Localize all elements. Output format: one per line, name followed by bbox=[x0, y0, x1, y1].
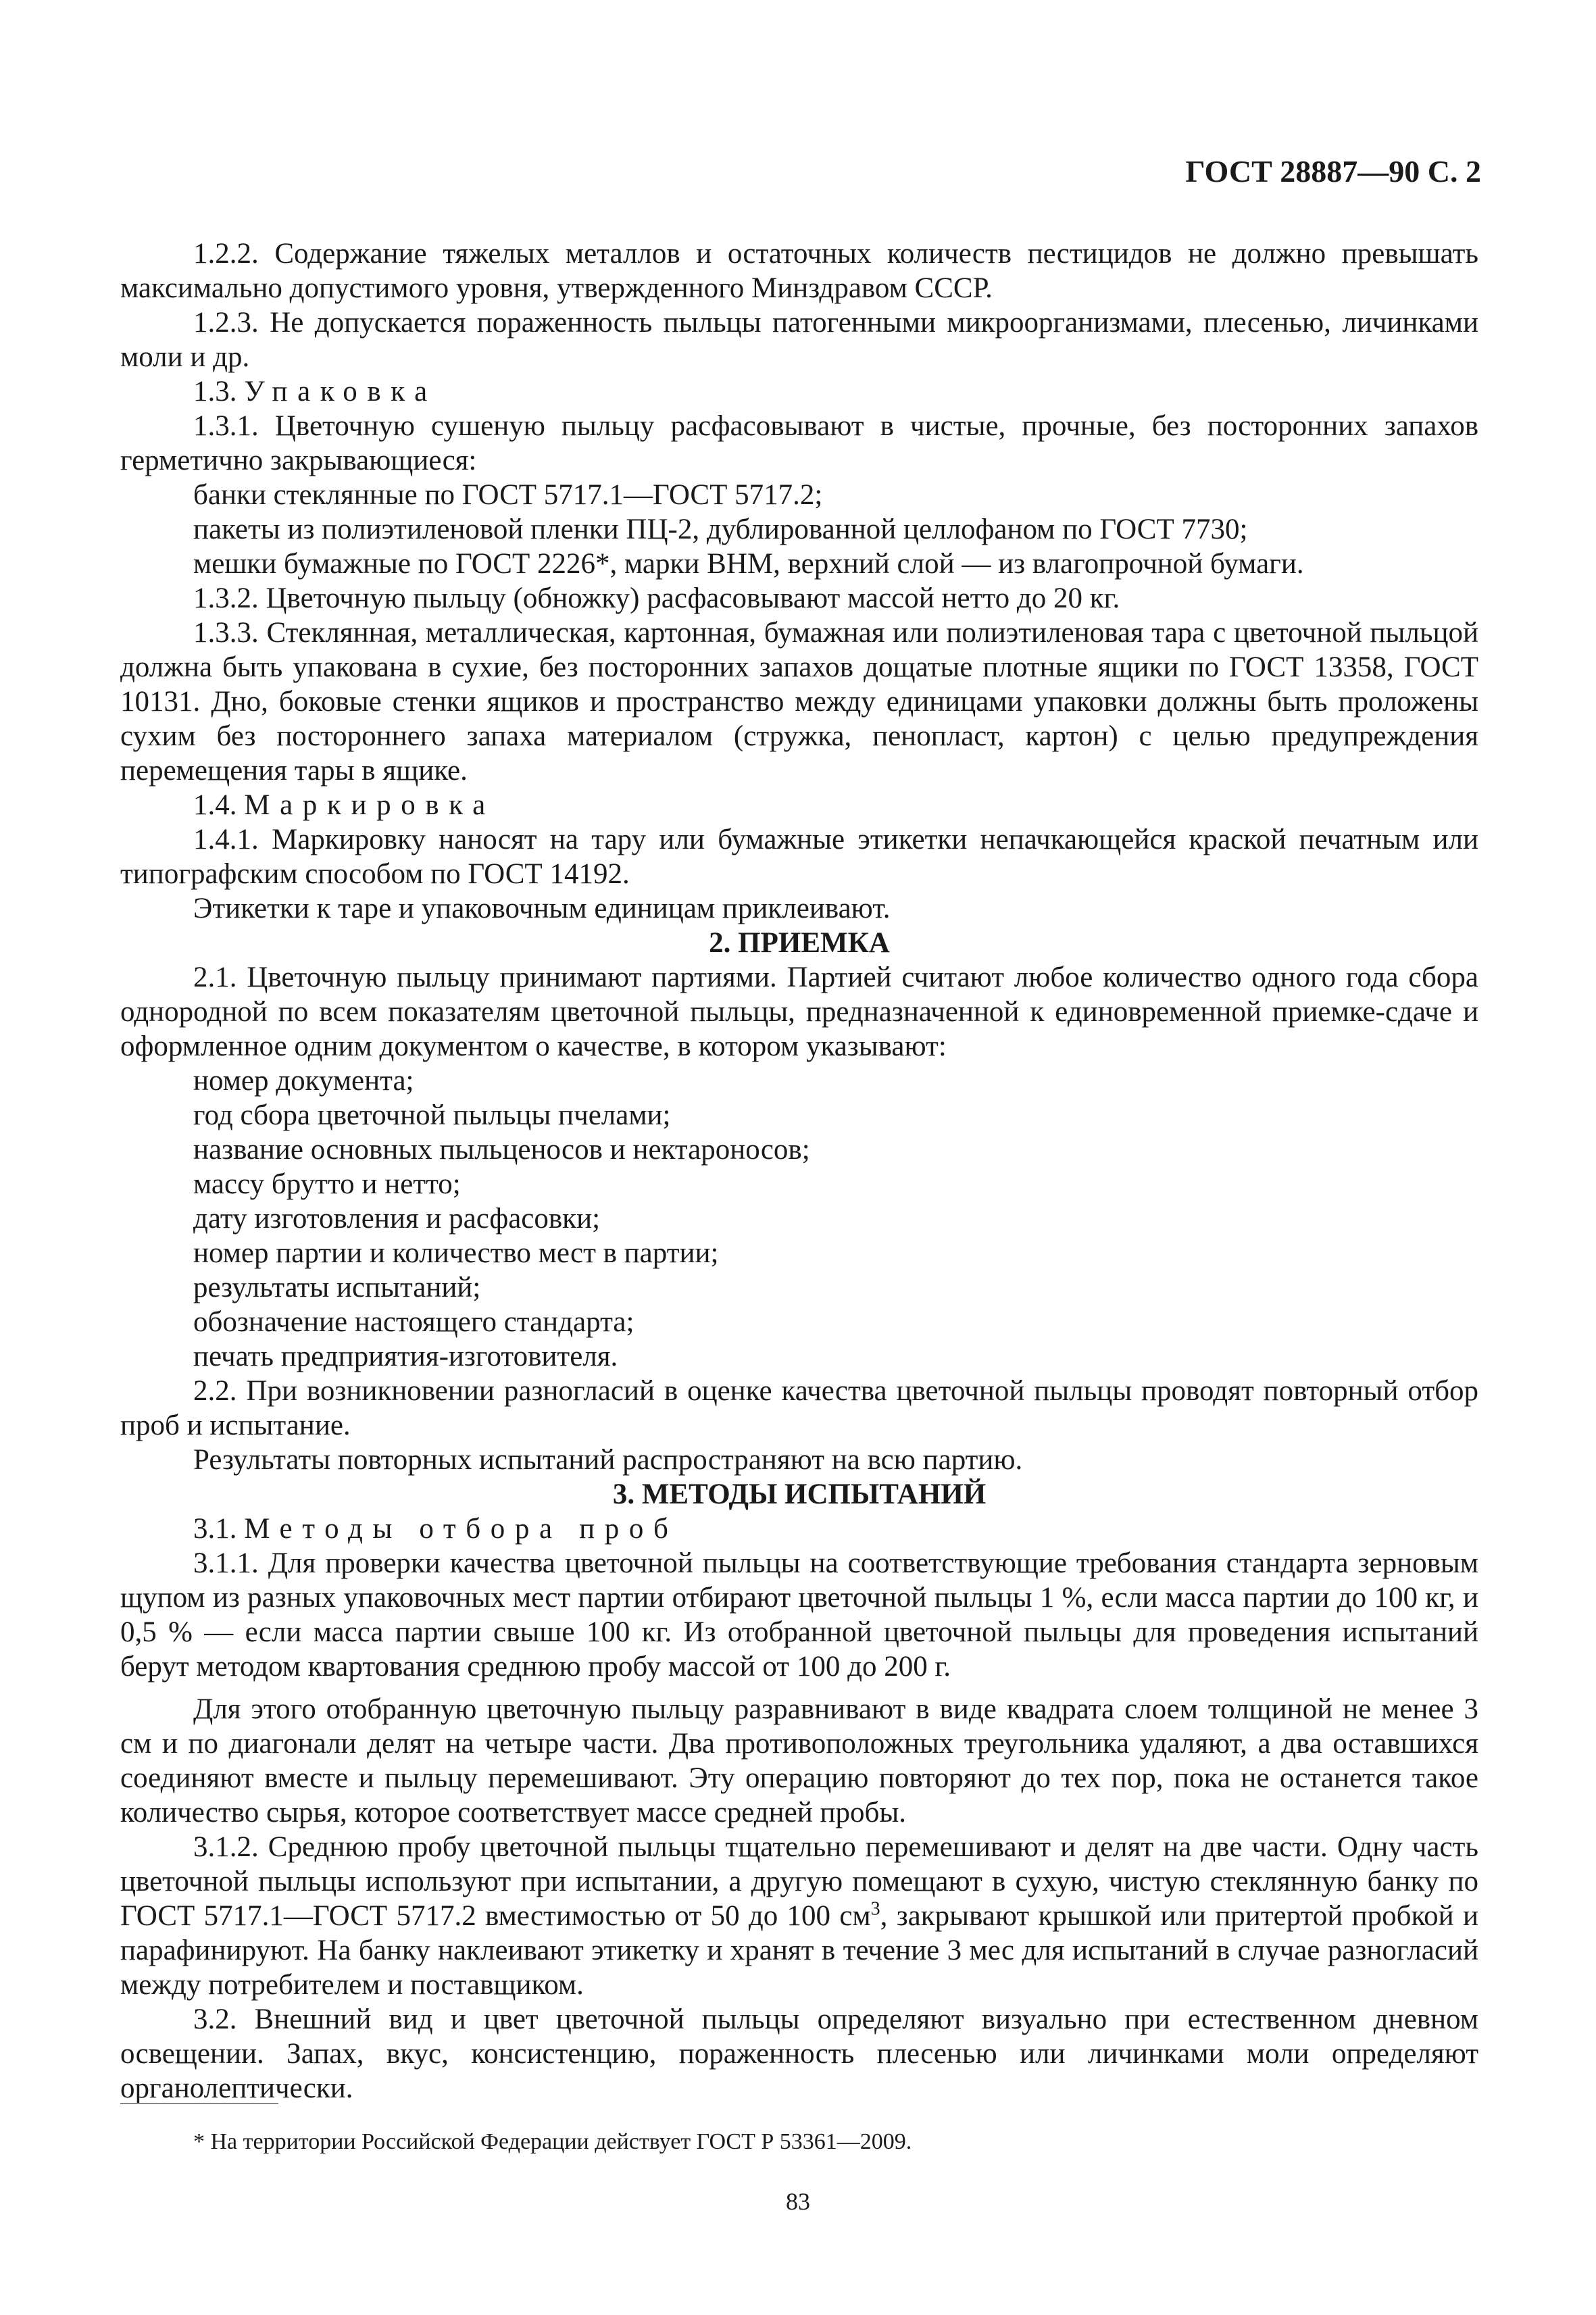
paragraph-quartering: Для этого отобранную цветочную пыльцу разравнивают в виде квадрата слоем толщиной не менее 3 см и по диагонали делят на четыре части. Два противоположных треугольника удаляют, а два оставшихся соединяют вместе и пыльцу перемешивают. Эту операцию повторяют до тех пор, пока не останется такое количество сырья, которое соответствует массе средней пробы. bbox=[120, 1693, 1478, 1828]
paragraph-2-1: 2.1. Цветочную пыльцу принимают партиями. Партией считают любое количество одного года сбора однородной по всем показателям цветочной пыльцы, предназначенной к единовременной приемке-сдаче и оформленное одним документом о качестве, в котором указывают: bbox=[120, 962, 1478, 1062]
paragraph-3-1-2-part-1: 3.1.2. Среднюю пробу цветочной пыльцы тщательно перемешивают и делят на две части. Одну часть цветочной пыльцы используют при испытании, а другую помещают в сухую, чистую стеклянную банку по ГОСТ 5717.1—ГОСТ 5717.2 вместимостью от 50 до 100 см bbox=[120, 1831, 1478, 1932]
paragraph-1-3-2: 1.3.2. Цветочную пыльцу (обножку) расфасовывают массой нетто до 20 кг. bbox=[193, 582, 1120, 614]
paragraph-3-2: 3.2. Внешний вид и цвет цветочной пыльцы определяют визуально при естественном дневном освещении. Запах, вкус, консистенцию, пораженность плесенью или личинками моли определяют органолептически. bbox=[120, 2003, 1478, 2104]
subsection-heading-marking bbox=[120, 788, 1478, 822]
paragraph-3-1-2-part-2: , закрывают крышкой или притертой пробкой и парафинируют. На банку наклеивают этикетку и хранят в течение 3 мес для испытаний в случае разногласий между потребителем и поставщиком. bbox=[120, 1900, 1478, 2001]
list-item: результаты испытаний; bbox=[193, 1272, 481, 1303]
subsection-number: 1.4. bbox=[193, 789, 237, 821]
paragraph-1-2-2: 1.2.2. Содержание тяжелых металлов и остаточных количеств пестицидов не должно превышать максимально допустимого уровня, утвержденного Минздравом СССР. bbox=[120, 238, 1478, 304]
section-heading-test-methods: 3. МЕТОДЫ ИСПЫТАНИЙ bbox=[612, 1478, 987, 1510]
subsection-number: 1.3. bbox=[193, 376, 237, 407]
page-header: ГОСТ 28887—90 С. 2 bbox=[1185, 154, 1481, 189]
subsection-title: Маркировка bbox=[244, 789, 495, 821]
list-item: год сбора цветочной пыльцы пчелами; bbox=[193, 1099, 671, 1131]
paragraph-retest-results: Результаты повторных испытаний распространяют на всю партию. bbox=[193, 1444, 1023, 1476]
list-item: обозначение настоящего стандарта; bbox=[193, 1306, 634, 1338]
list-item: номер документа; bbox=[193, 1065, 414, 1097]
footnote-divider bbox=[120, 2103, 278, 2104]
subsection-heading-sampling bbox=[120, 1512, 1478, 1546]
paragraph-3-1-2 bbox=[120, 1830, 1478, 2002]
list-item: название основных пыльценосов и нектароносов; bbox=[193, 1134, 810, 1166]
subsection-title: Упаковка bbox=[244, 376, 437, 407]
paragraph-2-2: 2.2. При возникновении разногласий в оценке качества цветочной пыльцы проводят повторный отбор проб и испытание. bbox=[120, 1375, 1478, 1441]
document-body bbox=[120, 237, 1478, 2106]
subsection-number: 3.1. bbox=[193, 1513, 237, 1545]
superscript-3: 3 bbox=[870, 1898, 880, 1920]
list-item: номер партии и количество мест в партии; bbox=[193, 1237, 719, 1269]
paragraph-labels: Этикетки к таре и упаковочным единицам приклеивают. bbox=[193, 893, 891, 924]
paragraph-1-3-3: 1.3.3. Стеклянная, металлическая, картонная, бумажная или полиэтиленовая тара с цветочной пыльцой должна быть упакована в сухие, без посторонних запахов дощатые плотные ящики по ГОСТ 13358, ГОСТ 10131. Дно, боковые стенки ящиков и пространство между единицами упаковки должны быть проложены сухим без постороннего запаха материалом (стружка, пенопласт, картон) с целью предупреждения перемещения тары в ящике. bbox=[120, 617, 1478, 787]
page-number: 83 bbox=[786, 2188, 810, 2215]
list-item: пакеты из полиэтиленовой пленки ПЦ-2, дублированной целлофаном по ГОСТ 7730; bbox=[193, 514, 1248, 545]
list-item: банки стеклянные по ГОСТ 5717.1—ГОСТ 5717.2; bbox=[193, 479, 823, 511]
section-heading-acceptance: 2. ПРИЕМКА bbox=[709, 927, 890, 959]
subsection-title: Методы отбора проб bbox=[244, 1513, 678, 1545]
paragraph-1-2-3: 1.2.3. Не допускается пораженность пыльцы патогенными микроорганизмами, плесенью, личинками моли и др. bbox=[120, 307, 1478, 373]
footnote: * На территории Российской Федерации действует ГОСТ Р 53361—2009. bbox=[193, 2129, 912, 2154]
paragraph-3-1-1: 3.1.1. Для проверки качества цветочной пыльцы на соответствующие требования стандарта зерновым щупом из разных упаковочных мест партии отбирают цветочной пыльцы 1 %, если масса партии до 100 кг, и 0,5 % — если масса партии свыше 100 кг. Из отобранной цветочной пыльцы для проведения испытаний берут методом квартования среднюю пробу массой от 100 до 200 г. bbox=[120, 1547, 1478, 1683]
paragraph-1-3-1: 1.3.1. Цветочную сушеную пыльцу расфасовывают в чистые, прочные, без посторонних запахов герметично закрывающиеся: bbox=[120, 410, 1478, 476]
list-item: массу брутто и нетто; bbox=[193, 1168, 461, 1200]
paragraph-1-4-1: 1.4.1. Маркировку наносят на тару или бумажные этикетки непачкающейся краской печатным или типографским способом по ГОСТ 14192. bbox=[120, 824, 1478, 890]
list-item: печать предприятия-изготовителя. bbox=[193, 1341, 618, 1372]
list-item: дату изготовления и расфасовки; bbox=[193, 1203, 601, 1235]
subsection-heading-packaging bbox=[120, 374, 1478, 409]
list-item: мешки бумажные по ГОСТ 2226*, марки ВНМ, верхний слой — из влагопрочной бумаги. bbox=[193, 548, 1304, 580]
